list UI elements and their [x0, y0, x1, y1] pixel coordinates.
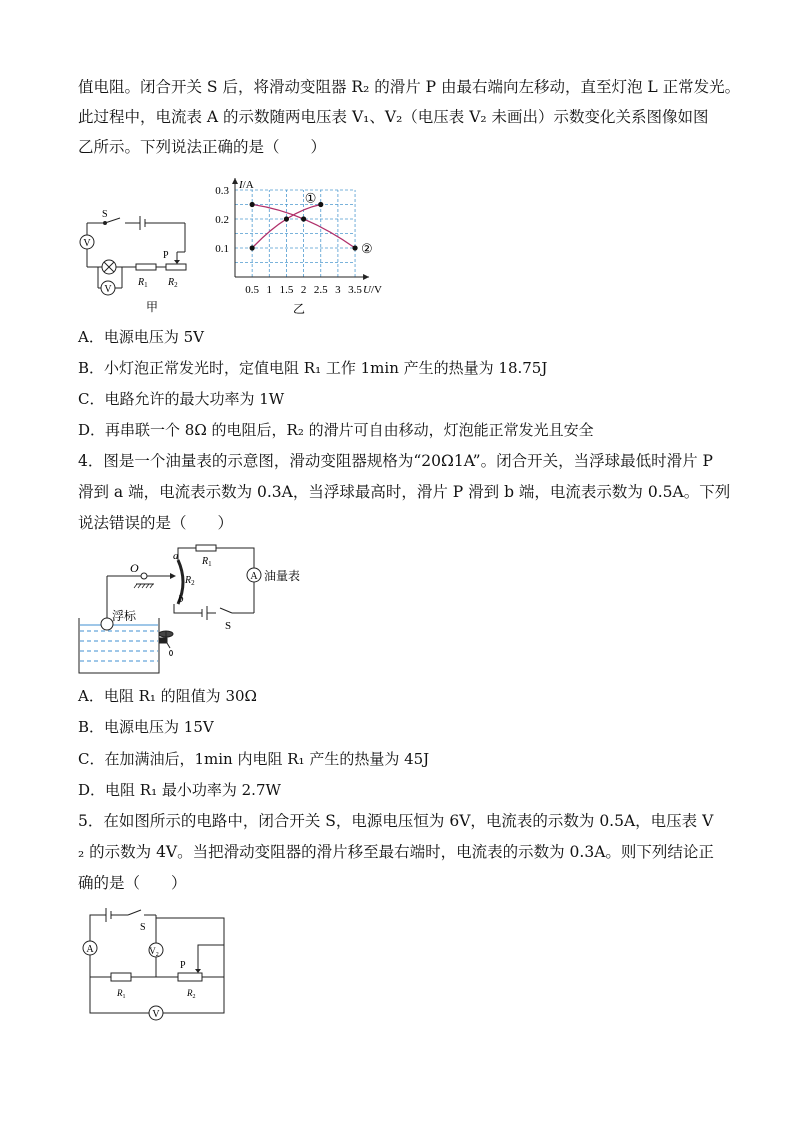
- switch-label: S: [140, 922, 146, 933]
- resistor-r2: [178, 973, 202, 981]
- q4-option-a: A．电阻 R₁ 的阻值为 30Ω: [78, 687, 257, 705]
- ammeter-label: A: [250, 571, 258, 582]
- oil-level-lines: [80, 631, 158, 661]
- ammeter-label: A: [86, 944, 94, 955]
- slider-arrow-icon: [174, 260, 180, 264]
- v2-label: V: [149, 946, 156, 956]
- svg-text:R1: [116, 988, 126, 1000]
- pivot-label: O: [130, 561, 139, 575]
- y-axis-arrow-icon: [232, 178, 238, 184]
- q4-option-d: D．电阻 R₁ 最小功率为 2.7W: [78, 781, 281, 799]
- q4-option-b: B．电源电压为 15V: [78, 718, 214, 736]
- r1-sub: 1: [208, 560, 212, 568]
- faucet-icon: [159, 631, 173, 656]
- y-tick-label: 0.1: [215, 243, 229, 255]
- voltmeter-2-label: V: [104, 284, 112, 295]
- r2-label: R: [185, 575, 192, 586]
- series-2-point: [250, 202, 255, 207]
- q4-stem-line-1: 4．图是一个油量表的示意图，滑动变阻器规格为“20Ω1A”。闭合开关，当浮球最低时滑片 P: [78, 452, 713, 470]
- q3-iu-graph: [195, 165, 405, 320]
- resistor-r1: [196, 545, 216, 551]
- series-1-label: ①: [304, 190, 317, 206]
- pivot-icon: [141, 573, 147, 579]
- switch-label: S: [102, 209, 108, 220]
- x-tick-label: 3.5: [348, 284, 362, 296]
- x-tick-label: 2: [300, 284, 307, 296]
- r1-sub: 1: [144, 281, 148, 289]
- q5-circuit-figure: [76, 900, 236, 1025]
- oil-meter-label: 油量表: [264, 569, 301, 583]
- svg-text:R1: [201, 556, 212, 568]
- q5-stem-line-2: ₂ 的示数为 4V。当把滑动变阻器的滑片移至最右端时，电流表的示数为 0.3A。则下列结论正: [78, 843, 714, 861]
- x-tick-label: 1.5: [279, 284, 294, 296]
- series-2-point: [352, 245, 357, 250]
- voltmeter-label: V: [152, 1009, 160, 1020]
- r2-sub: 2: [192, 994, 196, 1000]
- q5-stem-line-3: 确的是（ ）: [78, 874, 187, 892]
- series-1-point: [250, 245, 255, 250]
- figure-jia-caption: 甲: [146, 300, 159, 314]
- slider-arrow-icon: [195, 969, 201, 973]
- x-tick-label: 3: [335, 284, 341, 296]
- series-2-label: ②: [361, 241, 373, 256]
- q4-stem-line-2: 滑到 a 端，电流表示数为 0.3A，当浮球最高时，滑片 P 滑到 b 端，电流表示数为 0.5A。下列: [78, 483, 731, 501]
- voltmeter-label: V: [83, 238, 91, 249]
- switch-blade: [128, 910, 141, 915]
- q4-oil-gauge-figure: [74, 538, 314, 680]
- v2-sub: 2: [155, 952, 159, 958]
- q3-stem-line-3: 乙所示。下列说法正确的是（ ）: [78, 138, 327, 156]
- y-axis-label: I/A: [239, 179, 254, 191]
- r1-label: R: [202, 556, 209, 567]
- svg-text:R2: [184, 575, 195, 587]
- q4-option-c: C．在加满油后，1min 内电阻 R₁ 产生的热量为 45J: [78, 750, 430, 768]
- q3-circuit-figure: [70, 200, 210, 320]
- float-label: 浮标: [112, 609, 137, 623]
- x-axis-arrow-icon: [363, 274, 369, 280]
- svg-text:R1: [137, 277, 148, 289]
- r2-sub: 2: [174, 281, 178, 289]
- y-tick-label: 0.3: [215, 185, 229, 197]
- q3-option-a: A．电源电压为 5V: [78, 328, 204, 346]
- y-tick-label: 0.2: [215, 214, 229, 226]
- switch-blade: [220, 608, 232, 613]
- resistor-r1: [111, 973, 131, 981]
- slider-label: P: [180, 960, 186, 971]
- svg-text:R2: [186, 988, 196, 1000]
- slider-label: P: [163, 250, 169, 261]
- q5-stem-line-1: 5．在如图所示的电路中，闭合开关 S，电源电压恒为 6V，电流表的示数为 0.5A，电压表 V: [78, 812, 714, 830]
- switch-label: S: [225, 620, 232, 632]
- x-tick-label: 0.5: [245, 284, 260, 296]
- r1-label: R: [138, 277, 145, 288]
- q3-option-b: B．小灯泡正常发光时，定值电阻 R₁ 工作 1min 产生的热量为 18.75J: [78, 359, 548, 377]
- q4-stem-line-3: 说法错误的是（ ）: [78, 514, 234, 532]
- oil-tank: [79, 618, 159, 673]
- figure-yi-caption: 乙: [293, 302, 306, 316]
- q3-stem-line-2: 此过程中，电流表 A 的示数随两电压表 V₁、V₂（电压表 V₂ 未画出）示数变化关系图像如图: [78, 108, 709, 126]
- series-2-point: [301, 216, 306, 221]
- x-tick-label: 1: [266, 284, 273, 296]
- r1-label: R: [117, 988, 123, 998]
- end-b-label: b: [178, 593, 184, 605]
- q3-stem-line-1: 值电阻。闭合开关 S 后，将滑动变阻器 R₂ 的滑片 P 由最右端向左移动，直至灯泡 L 正常发光。: [78, 78, 741, 96]
- q3-option-c: C．电路允许的最大功率为 1W: [78, 390, 285, 408]
- slider-arrow-icon: [170, 573, 176, 579]
- series-1-point: [318, 202, 323, 207]
- x-tick-label: 2.5: [313, 284, 328, 296]
- r2-label: R: [187, 988, 193, 998]
- x-axis-label: U/V: [363, 284, 383, 296]
- svg-text:R2: [167, 277, 178, 289]
- series-1-point: [284, 216, 289, 221]
- end-a-label: a: [173, 550, 179, 562]
- r2-label: R: [168, 277, 175, 288]
- resistor-r1: [136, 264, 156, 270]
- r1-sub: 1: [122, 994, 126, 1000]
- q3-option-d: D．再串联一个 8Ω 的电阻后，R₂ 的滑片可自由移动，灯泡能正常发光且安全: [78, 421, 594, 439]
- resistor-r2: [166, 264, 186, 270]
- r2-sub: 2: [191, 579, 195, 587]
